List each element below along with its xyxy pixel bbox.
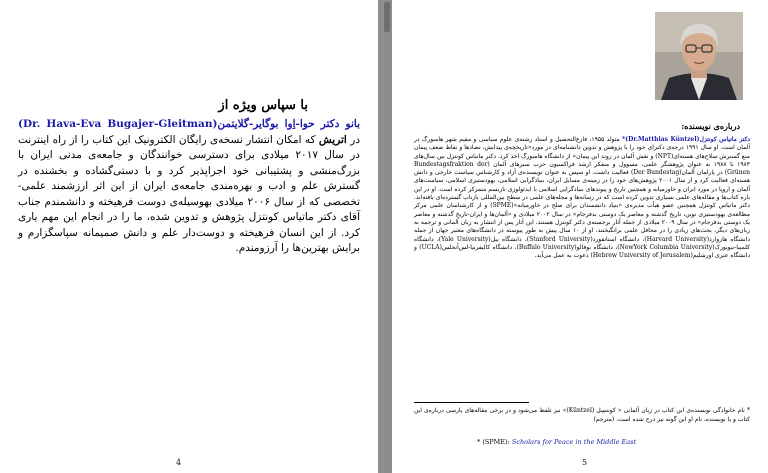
page-gap — [378, 0, 392, 473]
author-biography-text: متولد ۱۹۵۵، فارغ‌التحصیل و استاد رشته‌ی علوم سیاسی و مقیم شهر هامبورگ در آلمان است. او سال ۱۹۹۱ درجه‌ی دکترای خود را با پژوهش و تدوین دانشنامه‌ای در مورد«تاریخچه‌ی پیدایش، تضادها و نقاط ضعف پیمان منع گسترش سلاح‌های هسته‌ای(NPT) و نقش آلمان در روند این پیمان» از دانشگاه هامبورگ اخذ کرد. دکتر ماتیاس کونتزل بین سال‌های ۱۹۸۴ تا ۱۹۸۸ به عنوان پژوهشگر علمی، مسوول و متفکر ارشد فراکسیون حزب سبزهای آلمان (Bundestagsfraktion der Grünen) در پارلمان آلمان(Der Bundestag) فعالیت داشت. او سپس به عنوان نویسنده‌ی آزاد و کارشناس سیاست خارجی و دانش هسته‌ای فعالیت کرد و از سال ۲۰۰۱ پژوهش‌های خود را در زمینه‌ی مسایل ایران، بنیادگرایی اسلامی، یهودستیزی اسلامی، سیاست‌های آلمان و اروپا در مورد ایران و خاورمیانه و همچنین تاریخ و پیوندهای بنیادگرایی اسلامی با ایدئولوژی نازیسم متمرکز کرده است. او در این باره کتاب‌ها و مقاله‌های علمی بسیاری تدوین کرده است که در رسانه‌ها و مجله‌های علمی در سطح بین‌المللی بازتاب گسترده‌ای یافته‌اند. دکتر ماتیاس کونتزل همچنین عضو هیأت مدیره‌ی «بنیاد دانشمندان برای صلح در خاورمیانه»(SPME) و از کارشناسان علمی مرکز مطالعه‌ی یهودستیزی نوین، تاریخ گذشته و معاصر یک دوستی بدفرجام» در سال ۲۰۰۲ میلادی و «آلمان‌ها و ایران-تاریخ گذشته و معاصر یک دوستی بدفرجام» در سال ۲۰۰۹ میلادی از جمله آثار برجسته‌ی دکتر کونتزل هستند. این آثار پس از انتشار به زبان آلمانی و ترجمه به زبان‌های دیگر، بحث‌های زیادی را در محافل علمی برانگیختند. او از ۱۰ سال پیش به طور پیوسته در دانشگاه‌های معتبر جهان از جمله دانشگاه هاروارد(Harvard University)، دانشگاه استانفورد(Stanford University)، دانشگاه ییل(Yale University)، دانشگاه کلمبیا-نیویورک(NewYork Columbia University)، دانشگاه بوفالو(Buffalo University)، دانشگاه کالیفرنیا-لس‌آنجلس(UCLA) و دانشگاه عبری اورشلیم(Hebrew University of Jerusalem) دعوت به عمل می‌آید. — [414, 136, 751, 260]
footnote-text: * نام خانوادگی نویسنده‌ی این کتاب در زبان آلمانی « کونتسِل (Küntzel)» نیز تلفظ می‌شود و در برخی مقاله‌های پارسی درباره‌ی این کتاب و یا نویسنده، نام او این گونه نیز درج شده است. (مترجم) — [414, 407, 750, 423]
country-strong: اتریش — [318, 133, 347, 146]
footnote-name — [414, 406, 750, 424]
footnote-spme-full: Scholars for Peace in the Middle East — [511, 438, 637, 446]
right-page — [392, 0, 768, 473]
author-portrait — [655, 12, 743, 100]
dedication-name: بانو دکتر حوا-اِوا بوگایر-گلایتمن(Dr. Hava-Eva Bugajer-Gleitman) — [18, 118, 360, 130]
footnote-spme — [477, 438, 636, 446]
left-page — [0, 0, 378, 473]
footnote-spme-abbr: * (SPME): — [477, 438, 510, 446]
thanks-body — [18, 117, 360, 257]
page-number-left: 4 — [176, 458, 182, 467]
thanks-paragraph: که امکان انتشار نسخه‌ی رایگان الکترونیک این کتاب را از راه اینترنت در سال ۲۰۱۷ میلادی برای دسترسی خوانندگان و جامعه‌ی مدنی ایران با بزرگ‌منشی و پشتیبانی خود اجرا‌پذیر کرد و با دستی‌گشاده و بخشنده در گسترش علم و ادب و بهره‌مندی جامعه‌ی ایران از این اثر ارزشمند علمی-تخصصی که از سال ۲۰۰۶ میلادی بهوسیله‌ی دوست فرهیخته و دانشمندم جناب آقای دکتر ماتیاس کونتزل پژوهش و تدوین شده، ما را در انجام این مهم یاری کرد. از این انسان فرهیخته و دوست‌دار علم و دانش صمیمانه سپاسگزارم و برایش بهترین‌ها را آرزومندم. — [18, 133, 360, 254]
footnote-separator — [414, 402, 529, 403]
dedication-prefix: در — [350, 133, 360, 146]
author-name: دکتر ماتیاس کونتزل(Dr.Matthias Küntzel)* — [622, 136, 750, 143]
author-biography — [414, 136, 750, 260]
thanks-title: با سپاس ویژه از — [218, 98, 308, 113]
page-number-right: 5 — [582, 458, 588, 467]
about-author-heading: درباره‌ی نویسنده: — [681, 121, 740, 131]
scrollbar-thumb[interactable] — [384, 2, 390, 32]
